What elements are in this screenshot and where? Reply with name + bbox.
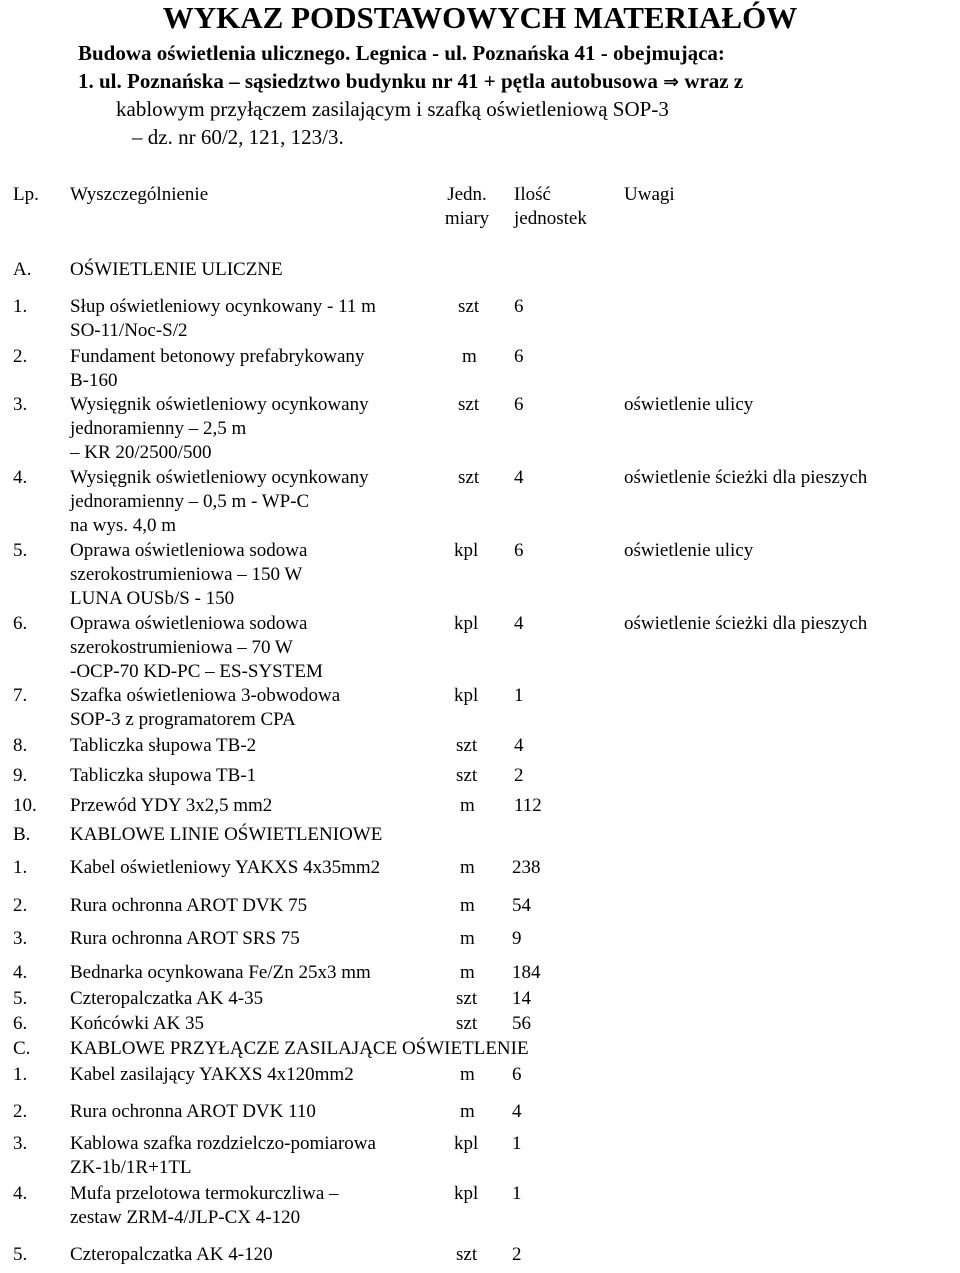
- row-name: Rura ochronna AROT DVK 75: [70, 895, 308, 916]
- row-unit: m: [460, 857, 475, 878]
- row-qty: 9: [512, 928, 522, 949]
- header-notes: Uwagi: [624, 184, 675, 205]
- row-lp: 3.: [13, 394, 28, 415]
- row-unit: kpl: [454, 1183, 479, 1204]
- row-qty: 4: [514, 735, 524, 756]
- row-unit: m: [460, 895, 475, 916]
- header-unit-2: miary: [444, 208, 490, 229]
- row-qty: 2: [514, 765, 524, 786]
- row-name: Czteropalczatka AK 4-35: [70, 988, 264, 1009]
- row-name: Fundament betonowy prefabrykowany: [70, 346, 365, 367]
- header-unit-1: Jedn.: [447, 184, 487, 205]
- row-lp: 1.: [13, 296, 28, 317]
- row-name-line-2: SOP-3 z programatorem CPA: [70, 709, 296, 730]
- row-unit: szt: [456, 765, 478, 786]
- section-a-lp: A.: [13, 259, 32, 280]
- row-name-line-3: -OCP-70 KD-PC – ES-SYSTEM: [70, 661, 323, 682]
- row-unit: m: [460, 962, 475, 983]
- subtitle-line-2-end: wraz z: [684, 69, 744, 93]
- row-lp: 4.: [13, 962, 28, 983]
- row-lp: 2.: [13, 1101, 28, 1122]
- right-arrow-icon: ⇒: [663, 71, 680, 93]
- row-qty: 4: [514, 613, 524, 634]
- row-qty: 56: [512, 1013, 531, 1034]
- row-name: Tabliczka słupowa TB-1: [70, 765, 257, 786]
- row-unit: m: [460, 928, 475, 949]
- row-name-line-3: – KR 20/2500/500: [70, 442, 212, 463]
- row-name-line-2: ZK-1b/1R+1TL: [70, 1157, 192, 1178]
- row-lp: 9.: [13, 765, 28, 786]
- row-qty: 1: [512, 1133, 522, 1154]
- row-name: Rura ochronna AROT SRS 75: [70, 928, 300, 949]
- subtitle-line-1: Budowa oświetlenia ulicznego. Legnica - ul. Poznańska 41 - obejmująca:: [78, 41, 725, 65]
- row-name-line-2: szerokostrumieniowa – 150 W: [70, 564, 303, 585]
- row-unit: m: [460, 1101, 475, 1122]
- section-a-title: OŚWIETLENIE ULICZNE: [70, 259, 283, 280]
- row-unit: szt: [458, 394, 480, 415]
- row-lp: 5.: [13, 1244, 28, 1265]
- row-lp: 4.: [13, 467, 28, 488]
- row-unit: m: [460, 1064, 475, 1085]
- row-name: Oprawa oświetleniowa sodowa: [70, 613, 308, 634]
- row-unit: szt: [458, 467, 480, 488]
- row-note: oświetlenie ulicy: [624, 394, 754, 415]
- row-lp: 5.: [13, 540, 28, 561]
- row-lp: 3.: [13, 1133, 28, 1154]
- row-lp: 8.: [13, 735, 28, 756]
- section-c-lp: C.: [13, 1038, 31, 1059]
- section-b-lp: B.: [13, 824, 31, 845]
- header-qty-2: jednostek: [514, 208, 587, 229]
- row-lp: 5.: [13, 988, 28, 1009]
- row-name: Przewód YDY 3x2,5 mm2: [70, 795, 273, 816]
- row-lp: 1.: [13, 1064, 28, 1085]
- row-name: Końcówki AK 35: [70, 1013, 205, 1034]
- row-qty: 6: [514, 394, 524, 415]
- row-name-line-2: szerokostrumieniowa – 70 W: [70, 637, 293, 658]
- row-name-line-3: na wys. 4,0 m: [70, 515, 177, 536]
- row-name-line-2: B-160: [70, 370, 118, 391]
- row-name: Wysięgnik oświetleniowy ocynkowany: [70, 394, 369, 415]
- section-b-title: KABLOWE LINIE OŚWIETLENIOWE: [70, 824, 383, 845]
- row-name-line-3: LUNA OUSb/S - 150: [70, 588, 235, 609]
- row-lp: 2.: [13, 346, 28, 367]
- row-name: Mufa przelotowa termokurczliwa –: [70, 1183, 339, 1204]
- row-note: oświetlenie ulicy: [624, 540, 754, 561]
- row-lp: 7.: [13, 685, 28, 706]
- subtitle-line-3: kablowym przyłączem zasilającym i szafką oświetleniową SOP-3: [116, 97, 669, 121]
- row-lp: 6.: [13, 613, 28, 634]
- row-name: Tabliczka słupowa TB-2: [70, 735, 257, 756]
- row-qty: 6: [514, 540, 524, 561]
- row-unit: szt: [456, 988, 478, 1009]
- row-lp: 1.: [13, 857, 28, 878]
- row-name: Wysięgnik oświetleniowy ocynkowany: [70, 467, 369, 488]
- row-lp: 10.: [13, 795, 37, 816]
- row-name: Kablowa szafka rozdzielczo-pomiarowa: [70, 1133, 376, 1154]
- row-unit: m: [460, 795, 475, 816]
- row-qty: 4: [512, 1101, 522, 1122]
- row-name: Oprawa oświetleniowa sodowa: [70, 540, 308, 561]
- row-unit: szt: [458, 296, 480, 317]
- row-name: Bednarka ocynkowana Fe/Zn 25x3 mm: [70, 962, 371, 983]
- subtitle-line-4: – dz. nr 60/2, 121, 123/3.: [132, 125, 344, 149]
- row-qty: 112: [514, 795, 542, 816]
- row-note: oświetlenie ścieżki dla pieszych: [624, 467, 868, 488]
- row-unit: szt: [456, 1244, 478, 1265]
- row-qty: 14: [512, 988, 531, 1009]
- row-qty: 4: [514, 467, 524, 488]
- row-unit: kpl: [454, 685, 479, 706]
- subtitle-line-2-text: 1. ul. Poznańska – sąsiedztwo budynku nr 41 + pętla autobusowa: [78, 69, 658, 93]
- row-qty: 54: [512, 895, 531, 916]
- header-lp: Lp.: [13, 184, 39, 205]
- row-name: Rura ochronna AROT DVK 110: [70, 1101, 316, 1122]
- row-lp: 3.: [13, 928, 28, 949]
- row-name: Czteropalczatka AK 4-120: [70, 1244, 273, 1265]
- header-qty-1: Ilość: [514, 184, 551, 205]
- row-name: Kabel oświetleniowy YAKXS 4x35mm2: [70, 857, 381, 878]
- row-qty: 1: [514, 685, 524, 706]
- row-unit: szt: [456, 1013, 478, 1034]
- row-name: Kabel zasilający YAKXS 4x120mm2: [70, 1064, 354, 1085]
- row-name-line-2: SO-11/Noc-S/2: [70, 320, 188, 341]
- subtitle-line-2: [78, 68, 743, 95]
- row-qty: 184: [512, 962, 541, 983]
- row-name: Szafka oświetleniowa 3-obwodowa: [70, 685, 341, 706]
- row-qty: 1: [512, 1183, 522, 1204]
- row-unit: kpl: [454, 1133, 479, 1154]
- row-qty: 6: [514, 346, 524, 367]
- section-c-title: KABLOWE PRZYŁĄCZE ZASILAJĄCE OŚWIETLENIE: [70, 1038, 529, 1059]
- row-qty: 6: [512, 1064, 522, 1085]
- row-unit: kpl: [454, 613, 479, 634]
- document-title: WYKAZ PODSTAWOWYCH MATERIAŁÓW: [162, 0, 798, 35]
- row-lp: 2.: [13, 895, 28, 916]
- header-name: Wyszczególnienie: [70, 184, 209, 205]
- row-name-line-2: jednoramienny – 2,5 m: [70, 418, 247, 439]
- row-unit: kpl: [454, 540, 479, 561]
- row-name: Słup oświetleniowy ocynkowany - 11 m: [70, 296, 376, 317]
- row-name-line-2: jednoramienny – 0,5 m - WP-C: [70, 491, 310, 512]
- row-lp: 6.: [13, 1013, 28, 1034]
- row-qty: 238: [512, 857, 541, 878]
- row-unit: m: [462, 346, 477, 367]
- row-name-line-2: zestaw ZRM-4/JLP-CX 4-120: [70, 1207, 301, 1228]
- row-qty: 2: [512, 1244, 522, 1265]
- row-unit: szt: [456, 735, 478, 756]
- row-lp: 4.: [13, 1183, 28, 1204]
- row-qty: 6: [514, 296, 524, 317]
- row-note: oświetlenie ścieżki dla pieszych: [624, 613, 868, 634]
